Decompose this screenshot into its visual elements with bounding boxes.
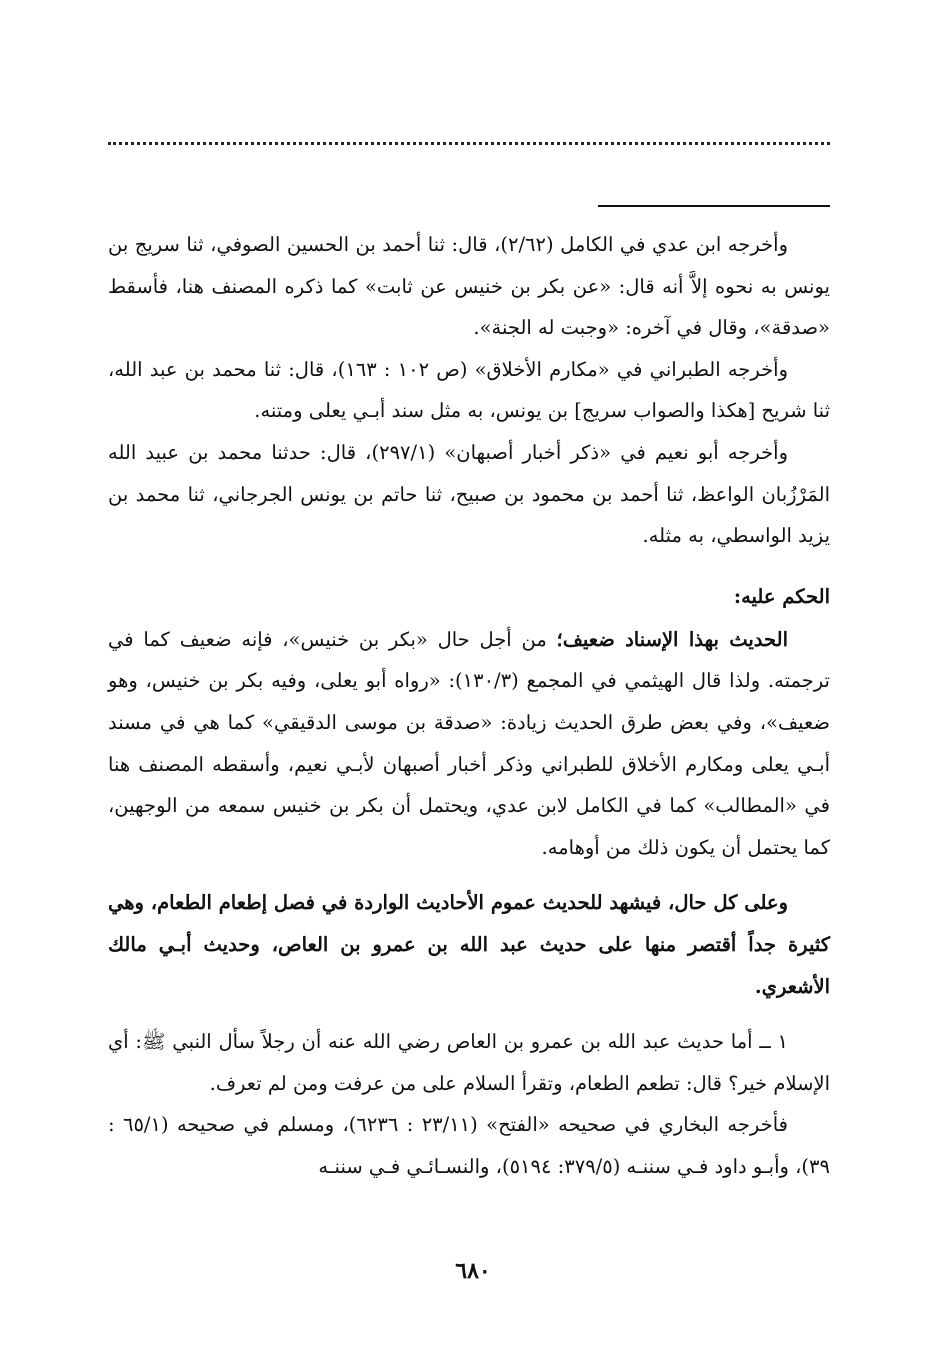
page-number: ٦٨٠: [455, 1258, 491, 1284]
dotted-separator: [108, 142, 830, 145]
page-body: [108, 224, 830, 1187]
footnote-paragraph: وأخرجه أبو نعيم في «ذكر أخبار أصبهان» (٢٩٧/١)، قال: حدثنا محمد بن عبيد الله المَرْزُبان الواعظ، ثنا أحمد بن محمود بن صبيح، ثنا حاتم بن يونس الجرجاني، ثنا محمد بن يزيد الواسطي، به مثله.: [108, 440, 830, 548]
ruling-lead: الحديث بهذا الإسناد ضعيف؛: [556, 627, 788, 651]
takhrij-paragraph: فأخرجه البخاري في صحيحه «الفتح» (٢٣/١١ : ٦٢٣٦)، ومسلم في صحيحه (٦٥/١ : ٣٩)، وأبـو داود فـي سننـه (٣٧٩/٥: ٥١٩٤)، والنسـائـي فـي سننـه: [108, 1113, 830, 1178]
footnote-rule: [598, 205, 830, 207]
footnote-paragraph: وأخرجه الطبراني في «مكارم الأخلاق» (ص ١٠٢ : ١٦٣)، قال: ثنا محمد بن عبد الله، ثنا شريح [هكذا والصواب سريج] بن يونس، به مثل سند أبـي يعلى ومتنه.: [108, 357, 830, 423]
footnote-paragraph: وأخرجه ابن عدي في الكامل (٢/٦٢)، قال: ثنا أحمد بن الحسين الصوفي، ثنا سريج بن يونس به نحوه إلاَّ أنه قال: «عن بكر بن خنيس عن ثابت» كما ذكره المصنف هنا، فأسقط «صدقة»، وقال في آخره: «وجبت له الجنة».: [108, 233, 830, 340]
witness-paragraph: وعلى كل حال، فيشهد للحديث عموم الأحاديث الواردة في فصل إطعام الطعام، وهي كثيرة جداً أقتصر منها على حديث عبد الله بن عمرو بن العاص، وحديث أبـي مالك الأشعري.: [108, 891, 830, 998]
ruling-rest: من أجل حال «بكر بن خنيس»، فإنه ضعيف كما في ترجمته. ولذا قال الهيثمي في المجمع (١٣٠/٣): «رواه أبو يعلى، وفيه بكر بن خنيس، وهو ضعيف»، وفي بعض طرق الحديث زيادة: «صدقة بن موسى الدقيقي» كما هي في مسند أبـي يعلى ومكارم الأخلاق للطبراني وذكر أخبار أصبهان لأبـي نعيم، وأسقطه المصنف هنا في «المطالب» كما في الكامل لابن عدي، ويحتمل أن بكر بن خنيس سمعه من الوجهين، كما يحتمل أن يكون ذلك من أوهامه.: [108, 627, 830, 859]
ruling-heading: الحكم عليه:: [733, 584, 830, 608]
hadith-paragraph: ١ ــ أما حديث عبد الله بن عمرو بن العاص رضي الله عنه أن رجلاً سأل النبي ﷺ: أي الإسلام خير؟ قال: تطعم الطعام، وتقرأ السلام على من عرفت ومن لم تعرف.: [108, 1030, 830, 1095]
ruling-paragraph: [108, 619, 830, 869]
